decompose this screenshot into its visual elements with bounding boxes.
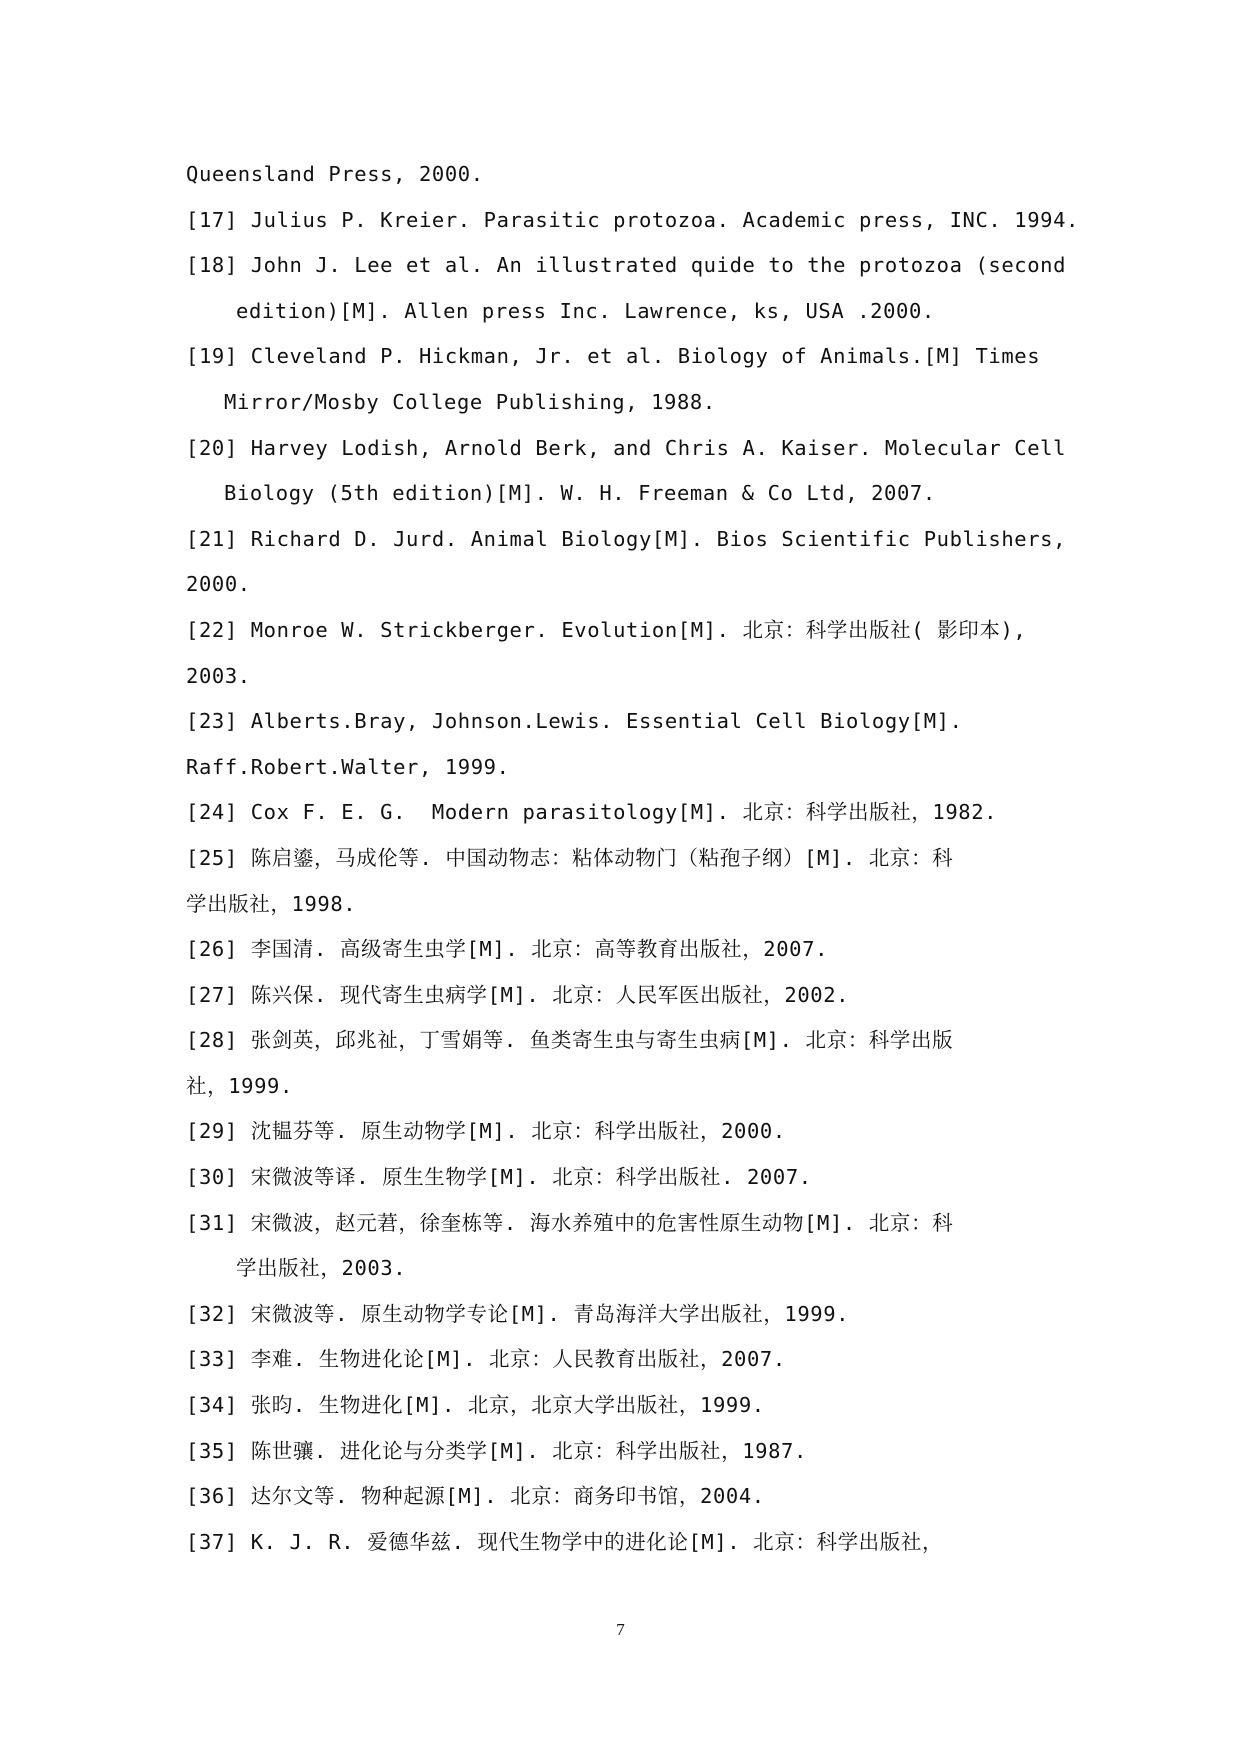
reference-line: [17] Julius P. Kreier. Parasitic protozoa. Academic press, INC. 1994. bbox=[186, 207, 1080, 232]
reference-line: [36] 达尔文等. 物种起源[M]. 北京：商务印书馆，2004. bbox=[186, 1484, 765, 1509]
reference-line-continuation: Raff.Robert.Walter, 1999. bbox=[186, 754, 510, 779]
reference-line: [24] Cox F. E. G. Modern parasitology[M]. 北京：科学出版社，1982. bbox=[186, 800, 998, 825]
reference-line-continuation: 2003. bbox=[186, 663, 251, 688]
reference-line: Queensland Press, 2000. bbox=[186, 162, 484, 186]
reference-line: [22] Monroe W. Strickberger. Evolution[M]. 北京：科学出版社( 影印本), bbox=[186, 617, 1027, 642]
reference-line: [31] 宋微波，赵元莙，徐奎栋等. 海水养殖中的危害性原生动物[M]. 北京：科 bbox=[186, 1210, 954, 1235]
reference-line: [34] 张昀. 生物进化[M]. 北京，北京大学出版社，1999. bbox=[186, 1393, 765, 1418]
reference-line: [32] 宋微波等. 原生动物学专论[M]. 青岛海洋大学出版社，1999. bbox=[186, 1301, 850, 1326]
reference-line-continuation: Biology (5th edition)[M]. W. H. Freeman & Co Ltd, 2007. bbox=[224, 481, 936, 506]
reference-line: [18] John J. Lee et al. An illustrated quide to the protozoa (second bbox=[186, 253, 1067, 278]
reference-line: [29] 沈韫芬等. 原生动物学[M]. 北京：科学出版社，2000. bbox=[186, 1119, 786, 1144]
reference-line-continuation: 学出版社，2003. bbox=[236, 1256, 407, 1281]
reference-line: [19] Cleveland P. Hickman, Jr. et al. Biology of Animals.[M] Times bbox=[186, 344, 1041, 369]
reference-line: [30] 宋微波等译. 原生生物学[M]. 北京：科学出版社. 2007. bbox=[186, 1165, 812, 1190]
reference-line: [26] 李国清. 高级寄生虫学[M]. 北京：高等教育出版社，2007. bbox=[186, 937, 829, 962]
reference-line: [25] 陈启鎏，马成伦等. 中国动物志：粘体动物门（粘孢子纲）[M]. 北京：科 bbox=[186, 845, 954, 870]
reference-line: [35] 陈世骧. 进化论与分类学[M]. 北京：科学出版社，1987. bbox=[186, 1438, 807, 1463]
page-number: 7 bbox=[616, 1620, 625, 1639]
reference-line: [20] Harvey Lodish, Arnold Berk, and Chris A. Kaiser. Molecular Cell bbox=[186, 435, 1067, 460]
reference-line: [27] 陈兴保. 现代寄生虫病学[M]. 北京：人民军医出版社，2002. bbox=[186, 982, 850, 1007]
reference-line: [21] Richard D. Jurd. Animal Biology[M]. Bios Scientific Publishers, bbox=[186, 526, 1067, 551]
reference-line-continuation: 2000. bbox=[186, 572, 251, 597]
reference-line-continuation: 学出版社，1998. bbox=[186, 891, 357, 916]
reference-line-continuation: Mirror/Mosby College Publishing, 1988. bbox=[224, 389, 716, 414]
reference-list bbox=[186, 152, 1080, 1565]
reference-line: [23] Alberts.Bray, Johnson.Lewis. Essential Cell Biology[M]. bbox=[186, 709, 963, 734]
reference-line-continuation: 社，1999. bbox=[186, 1073, 293, 1098]
reference-line: [28] 张剑英，邱兆祉，丁雪娟等. 鱼类寄生虫与寄生虫病[M]. 北京：科学出版 bbox=[186, 1028, 954, 1053]
reference-line: [33] 李难. 生物进化论[M]. 北京：人民教育出版社，2007. bbox=[186, 1347, 786, 1372]
reference-line: [37] K. J. R. 爱德华兹. 现代生物学中的进化论[M]. 北京：科学出版社， bbox=[186, 1529, 944, 1554]
reference-line-continuation: edition)[M]. Allen press Inc. Lawrence, ks, USA .2000. bbox=[236, 298, 935, 323]
